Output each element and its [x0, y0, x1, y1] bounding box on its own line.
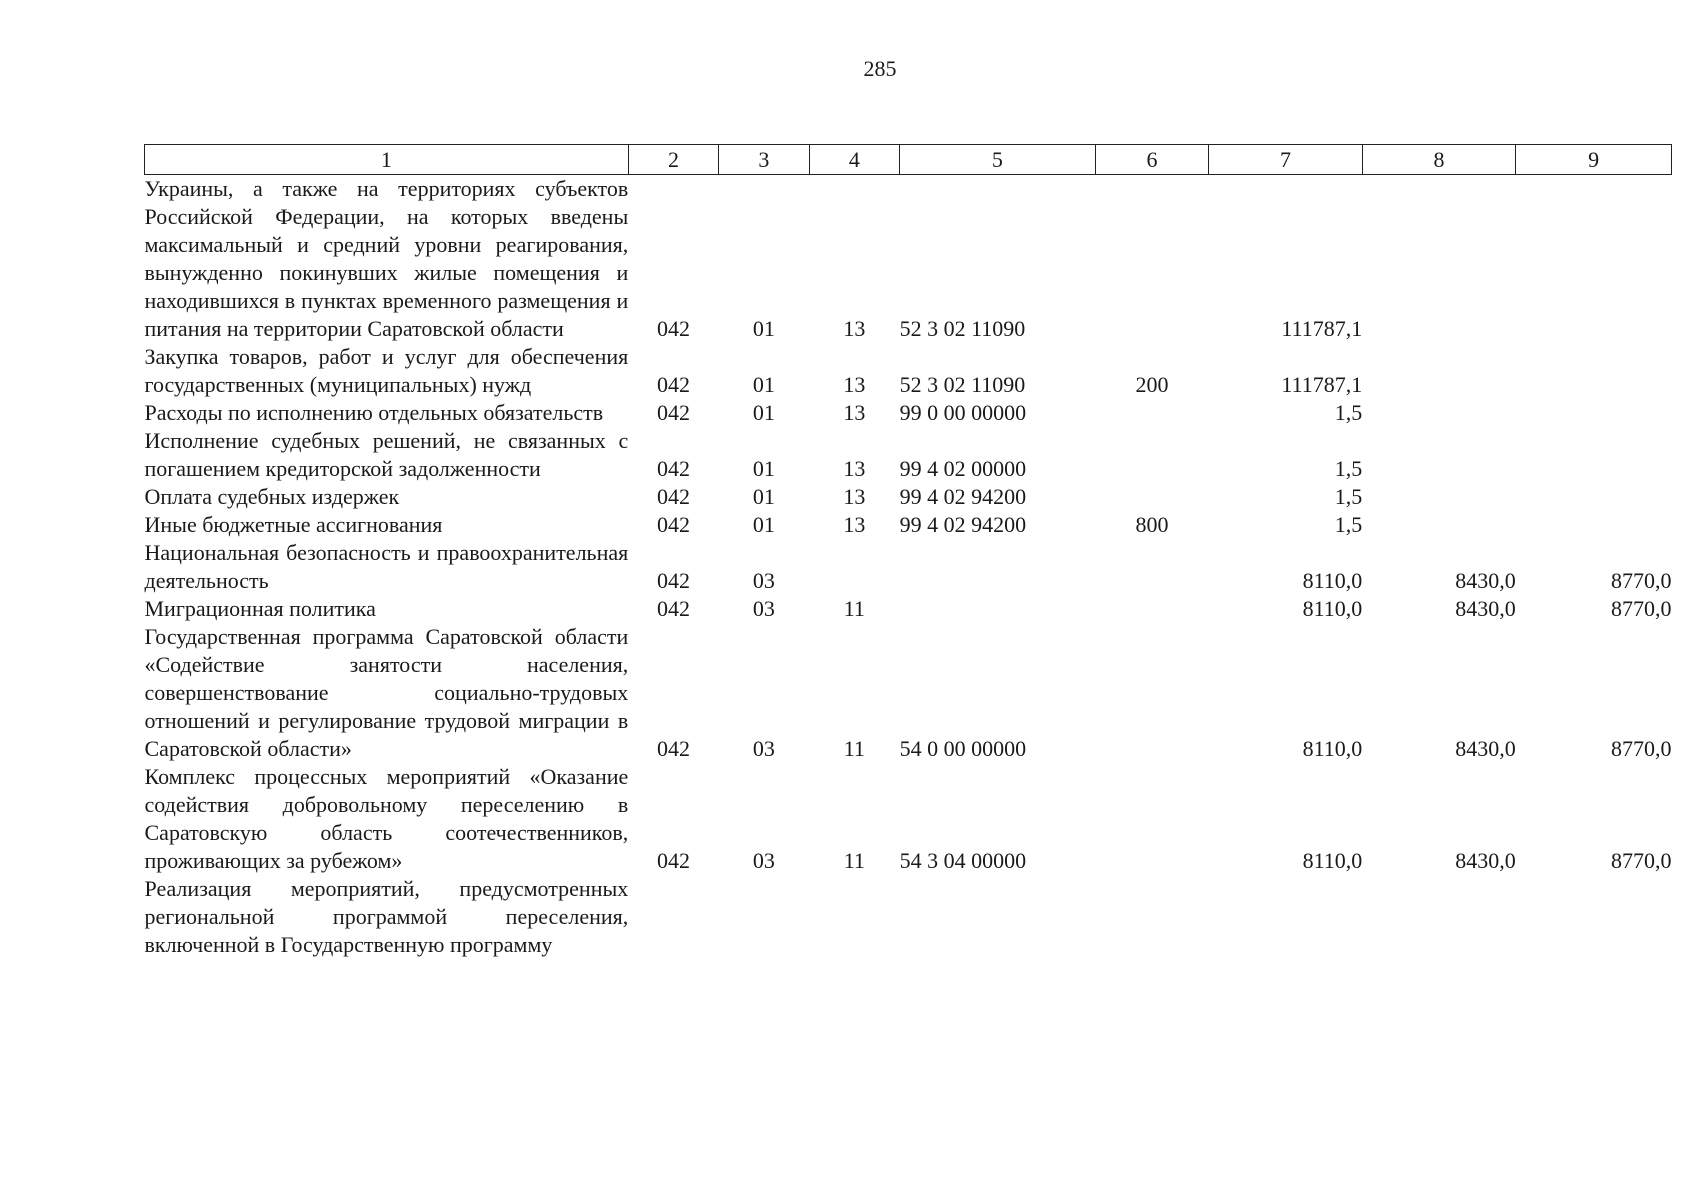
cell-target-article: 99 0 00 00000 — [899, 400, 1027, 425]
cell-subsection: 11 — [843, 596, 865, 621]
cell-section: 01 — [752, 484, 775, 509]
cell-section — [719, 875, 809, 959]
cell-amount-3 — [1516, 427, 1672, 483]
cell-target-article: 99 4 02 00000 — [899, 456, 1027, 481]
cell-amount-1: 1,5 — [1334, 456, 1363, 481]
budget-table — [144, 144, 1672, 959]
table-row — [145, 483, 1672, 511]
row-name: Расходы по исполнению отдельных обязательств — [144, 400, 604, 425]
cell-subsection: 13 — [843, 512, 866, 537]
cell-target-article: 54 0 00 00000 — [899, 736, 1027, 761]
table-row — [145, 539, 1672, 595]
table-row — [145, 343, 1672, 399]
cell-amount-3: 8770,0 — [1611, 568, 1672, 593]
cell-subsection: 13 — [843, 400, 866, 425]
cell-expense-type — [1095, 427, 1209, 483]
table-row — [145, 623, 1672, 763]
cell-admin-code: 042 — [656, 736, 690, 761]
cell-expense-type: 800 — [1135, 512, 1169, 537]
cell-amount-2 — [1362, 175, 1516, 344]
cell-amount-2 — [1362, 483, 1516, 511]
cell-amount-3 — [1516, 399, 1672, 427]
cell-target-article: 54 3 04 00000 — [899, 848, 1027, 873]
cell-amount-1: 8110,0 — [1302, 568, 1363, 593]
cell-section: 03 — [752, 596, 775, 621]
cell-subsection: 13 — [843, 456, 866, 481]
column-header-7: 7 — [1209, 145, 1363, 175]
table-row — [145, 763, 1672, 875]
cell-expense-type — [1095, 539, 1209, 595]
table-row — [145, 511, 1672, 539]
cell-subsection — [809, 875, 899, 959]
cell-admin-code: 042 — [656, 400, 690, 425]
row-name: Реализация мероприятий, предусмотренных региональной программой переселения, включенной в Государственную программу — [144, 876, 629, 957]
cell-amount-3 — [1516, 511, 1672, 539]
cell-section: 03 — [752, 848, 775, 873]
row-name: Закупка товаров, работ и услуг для обеспечения государственных (муниципальных) нужд — [144, 344, 629, 397]
cell-amount-1: 8110,0 — [1302, 848, 1363, 873]
cell-target-article — [900, 539, 1096, 595]
cell-amount-1: 1,5 — [1334, 400, 1363, 425]
cell-expense-type — [1095, 175, 1209, 344]
cell-target-article: 99 4 02 94200 — [899, 484, 1027, 509]
row-name: Миграционная политика — [144, 596, 376, 621]
cell-section: 03 — [752, 568, 775, 593]
cell-subsection — [809, 539, 899, 595]
row-name: Комплекс процессных мероприятий «Оказание содействия добровольному переселению в Саратовскую область соотечественников, проживающих за рубежом» — [144, 764, 629, 873]
cell-subsection: 11 — [843, 736, 865, 761]
cell-subsection: 13 — [843, 316, 866, 341]
cell-expense-type: 200 — [1135, 372, 1169, 397]
column-header-4: 4 — [809, 145, 899, 175]
cell-expense-type — [1095, 483, 1209, 511]
table-row — [145, 427, 1672, 483]
column-header-3: 3 — [719, 145, 809, 175]
header-row — [145, 145, 1672, 175]
row-name: Государственная программа Саратовской области «Содействие занятости населения, совершенствование социально-трудовых отношений и регулирование трудовой миграции в Саратовской области» — [144, 624, 629, 761]
row-name: Исполнение судебных решений, не связанных с погашением кредиторской задолженности — [144, 428, 629, 481]
cell-expense-type — [1095, 763, 1209, 875]
cell-amount-3 — [1516, 343, 1672, 399]
cell-subsection: 13 — [843, 484, 866, 509]
cell-admin-code: 042 — [656, 316, 690, 341]
table-row — [145, 875, 1672, 959]
cell-admin-code: 042 — [656, 596, 690, 621]
cell-amount-1: 1,5 — [1334, 484, 1363, 509]
cell-amount-3: 8770,0 — [1611, 596, 1672, 621]
cell-expense-type — [1095, 399, 1209, 427]
cell-section: 01 — [752, 316, 775, 341]
page-number: 285 — [863, 56, 897, 81]
cell-admin-code: 042 — [656, 456, 690, 481]
cell-section: 01 — [752, 372, 775, 397]
column-header-6: 6 — [1095, 145, 1209, 175]
cell-amount-1: 8110,0 — [1302, 736, 1363, 761]
cell-admin-code: 042 — [656, 848, 690, 873]
cell-amount-2: 8430,0 — [1455, 848, 1516, 873]
cell-section: 01 — [752, 456, 775, 481]
column-header-5: 5 — [900, 145, 1096, 175]
column-header-2: 2 — [628, 145, 718, 175]
cell-section: 01 — [752, 400, 775, 425]
cell-amount-2 — [1362, 427, 1516, 483]
cell-amount-1: 111787,1 — [1281, 372, 1363, 397]
cell-amount-3 — [1516, 875, 1672, 959]
cell-admin-code: 042 — [656, 512, 690, 537]
row-name: Национальная безопасность и правоохранительная деятельность — [144, 540, 629, 593]
cell-subsection: 11 — [843, 848, 865, 873]
cell-admin-code — [628, 875, 718, 959]
cell-amount-2 — [1362, 343, 1516, 399]
cell-amount-2 — [1362, 399, 1516, 427]
table-row — [145, 399, 1672, 427]
cell-amount-1: 111787,1 — [1281, 316, 1363, 341]
cell-target-article: 52 3 02 11090 — [899, 372, 1026, 397]
cell-target-article: 99 4 02 94200 — [899, 512, 1027, 537]
cell-target-article: 52 3 02 11090 — [899, 316, 1026, 341]
cell-amount-1 — [1209, 875, 1363, 959]
cell-target-article — [900, 595, 1096, 623]
column-header-8: 8 — [1362, 145, 1516, 175]
cell-amount-2 — [1362, 511, 1516, 539]
cell-target-article — [900, 875, 1096, 959]
cell-subsection: 13 — [843, 372, 866, 397]
column-header-9: 9 — [1516, 145, 1672, 175]
cell-amount-2: 8430,0 — [1455, 736, 1516, 761]
cell-section: 03 — [752, 736, 775, 761]
cell-amount-3: 8770,0 — [1611, 736, 1672, 761]
cell-admin-code: 042 — [656, 568, 690, 593]
table-row — [145, 595, 1672, 623]
cell-amount-3 — [1516, 483, 1672, 511]
cell-amount-3 — [1516, 175, 1672, 344]
cell-amount-1: 8110,0 — [1302, 596, 1363, 621]
cell-amount-3: 8770,0 — [1611, 848, 1672, 873]
cell-amount-2: 8430,0 — [1455, 596, 1516, 621]
row-name: Иные бюджетные ассигнования — [144, 512, 443, 537]
cell-expense-type — [1095, 595, 1209, 623]
row-name: Украины, а также на территориях субъектов Российской Федерации, на которых введены максимальный и средний уровни реагирования, вынужденно покинувших жилые помещения и находившихся в пунктах временного размещения и питания на территории Саратовской области — [144, 176, 629, 341]
cell-expense-type — [1095, 875, 1209, 959]
cell-expense-type — [1095, 623, 1209, 763]
cell-admin-code: 042 — [656, 372, 690, 397]
cell-amount-1: 1,5 — [1334, 512, 1363, 537]
cell-admin-code: 042 — [656, 484, 690, 509]
cell-section: 01 — [752, 512, 775, 537]
cell-amount-2 — [1362, 875, 1516, 959]
table-row — [145, 175, 1672, 344]
row-name: Оплата судебных издержек — [144, 484, 400, 509]
cell-amount-2: 8430,0 — [1455, 568, 1516, 593]
column-header-1: 1 — [145, 145, 629, 175]
